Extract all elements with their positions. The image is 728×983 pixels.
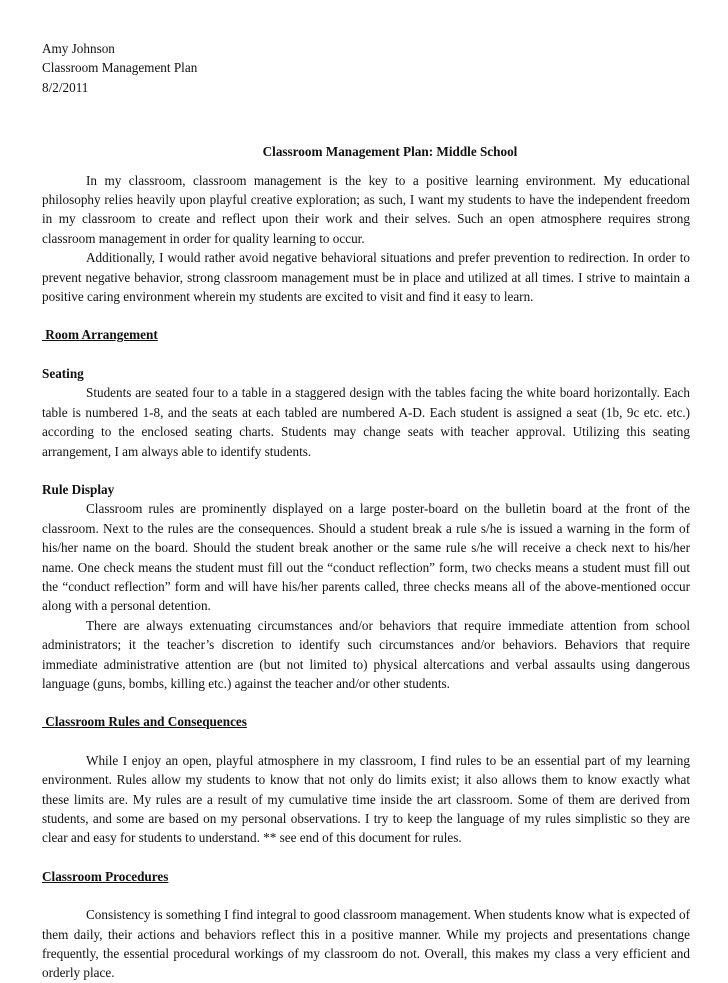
intro-paragraph-2: Additionally, I would rather avoid negative behavioral situations and prefer prevention to redirection. In order to prevent negative behavior, strong classroom management must be in place and utilized at all times. I strive to maintain a positive caring environment wherein my students are excited to visit and find it easy to learn. xyxy=(42,250,690,305)
document-title: Classroom Management Plan: Middle School xyxy=(262,144,518,160)
spacer xyxy=(42,848,690,867)
rules-consequences-heading: Classroom Rules and Consequences xyxy=(42,714,247,730)
document-date: 8/2/2011 xyxy=(42,79,89,95)
spacer xyxy=(42,693,690,712)
rule-display-heading: Rule Display xyxy=(42,481,115,497)
classroom-procedures-paragraph: Consistency is something I find integral to good classroom management. When students know what is expected of them daily, their actions and behaviors reflect this in a positive manner. While my projects and presentations change frequently, the essential procedural workings of my classroom do not. Overall, this makes my class a very efficient and orderly place. xyxy=(42,907,690,981)
spacer xyxy=(42,162,690,171)
room-arrangement-heading: Room Arrangement xyxy=(42,327,158,343)
spacer xyxy=(42,306,690,325)
spacer xyxy=(42,97,690,116)
document-page xyxy=(42,39,690,983)
spacer xyxy=(42,732,690,751)
rule-display-paragraph-1: Classroom rules are prominently displayed on a large poster-board on the bulletin board at the front of the classroom. Next to the rules are the consequences. Should a student break a rule s/he is issued a warning in the form of his/her name on the board. Should the student break another or the same rule s/he will receive a check next to his/her name. One check means the student must fill out the “conduct reflection” form, two checks means a student must fill out the “conduct reflection” form and will have his/her parents called, three checks means all of the above-mentioned occur along with a personal detention. xyxy=(42,501,690,614)
classroom-procedures-heading: Classroom Procedures xyxy=(42,868,169,884)
intro-paragraph-1: In my classroom, classroom management is the key to a positive learning environment. My educational philosophy relies heavily upon playful creative exploration; as such, I want my students to have the independent freedom in my classroom to create and reflect upon their work and their selves. Such an open atmosphere requires strong classroom management in order for quality learning to occur. xyxy=(42,172,690,246)
rules-consequences-paragraph: While I enjoy an open, playful atmosphere in my classroom, I find rules to be an essential part of my learning environment. Rules allow my students to know that not only do limits exist; it also allows them to know exactly what these limits are. My rules are a result of my cumulative time inside the art classroom. Some of them are derived from students, and some are based on my personal observations. I try to keep the language of my rules simplistic so they are clear and easy for students to understand. ** see end of this document for rules. xyxy=(42,752,690,846)
seating-paragraph: Students are seated four to a table in a staggered design with the tables facing the white board horizontally. Each table is numbered 1-8, and the seats at each tabled are numbered A-D. Each student is assigned a seat (1b, 9c etc. etc.) according to the enclosed seating charts. Students may change seats with teacher approval. Utilizing this seating arrangement, I am always able to identify students. xyxy=(42,385,690,459)
seating-heading: Seating xyxy=(42,365,84,381)
author-name: Amy Johnson xyxy=(42,41,115,56)
document-label: Classroom Management Plan xyxy=(42,60,198,76)
spacer xyxy=(42,345,690,364)
spacer xyxy=(42,461,690,480)
rule-display-paragraph-2: There are always extenuating circumstances and/or behaviors that require immediate attention from school administrators; it the teacher’s discretion to identify such circumstances and/or behaviors. Behaviors that require immediate administrative attention are (but not limited to) physical altercations and verbal assaults using dangerous language (guns, bombs, killing etc.) against the teacher and/or other students. xyxy=(42,617,690,691)
spacer xyxy=(42,886,690,905)
